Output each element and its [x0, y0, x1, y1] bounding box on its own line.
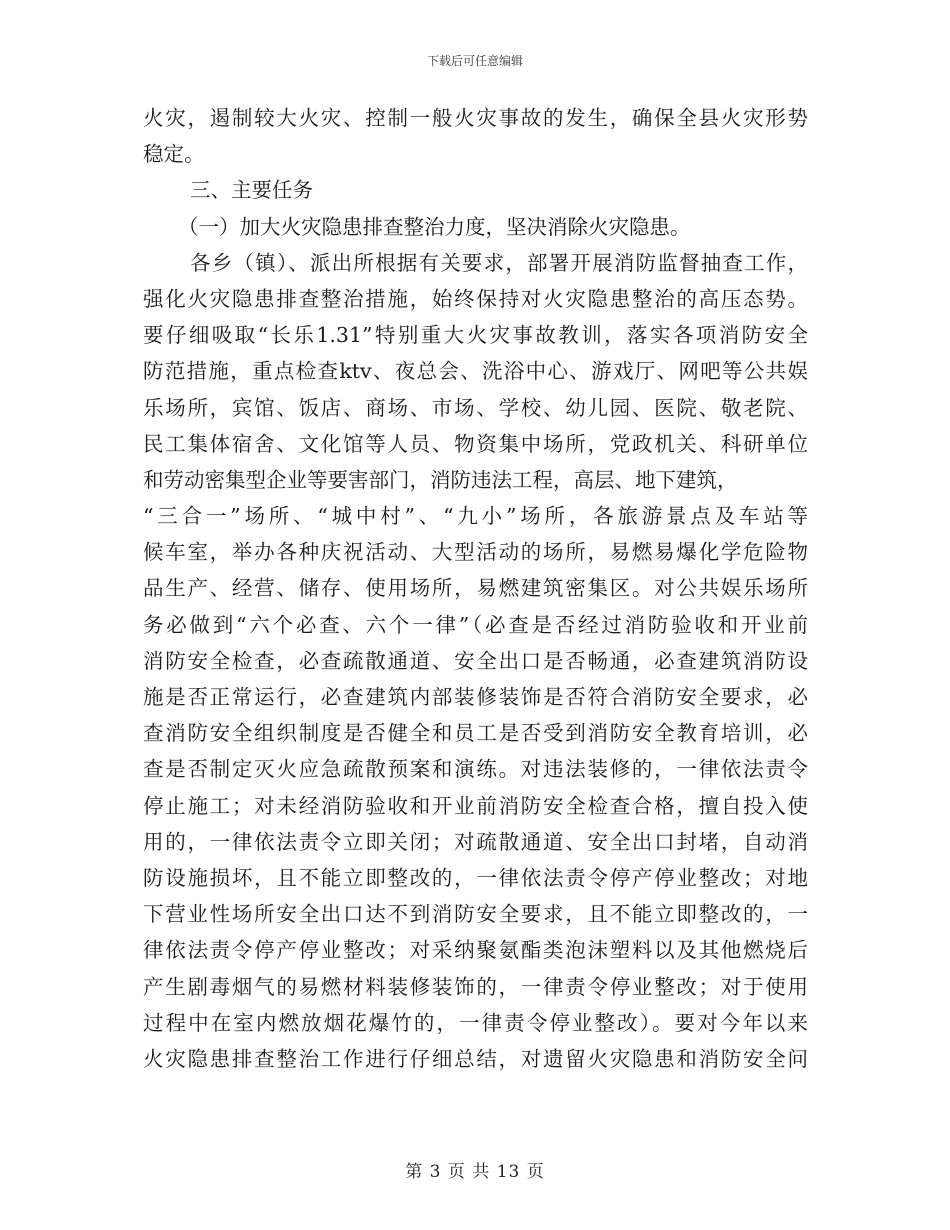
body-line: 火灾，遏制较大火灾、控制一般火灾事故的发生，确保全县火灾形势 — [143, 106, 808, 130]
body-line: 防设施损坏，且不能立即整改的，一律依法责令停产停业整改；对地 — [143, 865, 808, 890]
body-line: 乐场所，宾馆、饭店、商场、市场、学校、幼儿园、医院、敬老院、 — [143, 395, 808, 420]
body-line: 品生产、经营、储存、使用场所，易燃建筑密集区。对公共娱乐场所 — [143, 576, 808, 601]
body-line: 下营业性场所安全出口达不到消防安全要求，且不能立即整改的，一 — [143, 902, 808, 927]
body-line: 民工集体宿舍、文化馆等人员、物资集中场所，党政机关、科研单位 — [143, 431, 808, 456]
subsection-heading: （一）加大火灾隐患排查整治力度，坚决消除火灾隐患。 — [178, 214, 691, 239]
section-heading: 三、主要任务 — [190, 178, 313, 203]
body-line: 候车室，举办各种庆祝活动、大型活动的场所，易燃易爆化学危险物 — [143, 540, 808, 565]
body-line: 强化火灾隐患排查整治措施，始终保持对火灾隐患整治的高压态势。 — [143, 286, 808, 311]
body-line: 用的，一律依法责令立即关闭；对疏散通道、安全出口封堵，自动消 — [143, 829, 808, 854]
body-line: 产生剧毒烟气的易燃材料装修装饰的，一律责令停业整改；对于使用 — [143, 974, 808, 999]
body-line: 消防安全检查，必查疏散通道、安全出口是否畅通，必查建筑消防设 — [143, 648, 808, 673]
body-line: 稳定。 — [143, 142, 205, 167]
body-line: 和劳动密集型企业等要害部门，消防违法工程，高层、地下建筑， — [143, 467, 738, 492]
body-line: 各乡（镇）、派出所根据有关要求，部署开展消防监督抽查工作， — [190, 250, 808, 275]
body-line: 务必做到“六个必查、六个一律”（必查是否经过消防验收和开业前 — [143, 612, 808, 637]
body-line: 火灾隐患排查整治工作进行仔细总结，对遗留火灾隐患和消防安全问 — [143, 1046, 808, 1071]
body-line: 施是否正常运行，必查建筑内部装修装饰是否符合消防安全要求，必 — [143, 685, 808, 709]
body-line: “三合一”场所、“城中村”、“九小”场所，各旅游景点及车站等 — [143, 504, 808, 529]
body-line: 要仔细吸取“长乐1.31”特别重大火灾事故教训，落实各项消防安全 — [143, 323, 808, 348]
body-line: 查消防安全组织制度是否健全和员工是否受到消防安全教育培训，必 — [143, 721, 808, 746]
document-body — [143, 100, 808, 1077]
body-line: 过程中在室内燃放烟花爆竹的，一律责令停业整改）。要对今年以来 — [143, 1010, 808, 1035]
body-line: 停止施工；对未经消防验收和开业前消防安全检查合格，擅自投入使 — [143, 793, 808, 818]
body-line: 查是否制定灭火应急疏散预案和演练。对违法装修的，一律依法责令 — [143, 757, 808, 782]
body-line: 律依法责令停产停业整改；对采纳聚氨酯类泡沫塑料以及其他燃烧后 — [143, 938, 808, 963]
body-line: 防范措施，重点检查ktv、夜总会、洗浴中心、游戏厅、网吧等公共娱 — [143, 359, 808, 384]
page-number-footer: 第 3 页 共 13 页 — [405, 1162, 545, 1182]
page-header: 下载后可任意编辑 — [426, 54, 523, 68]
